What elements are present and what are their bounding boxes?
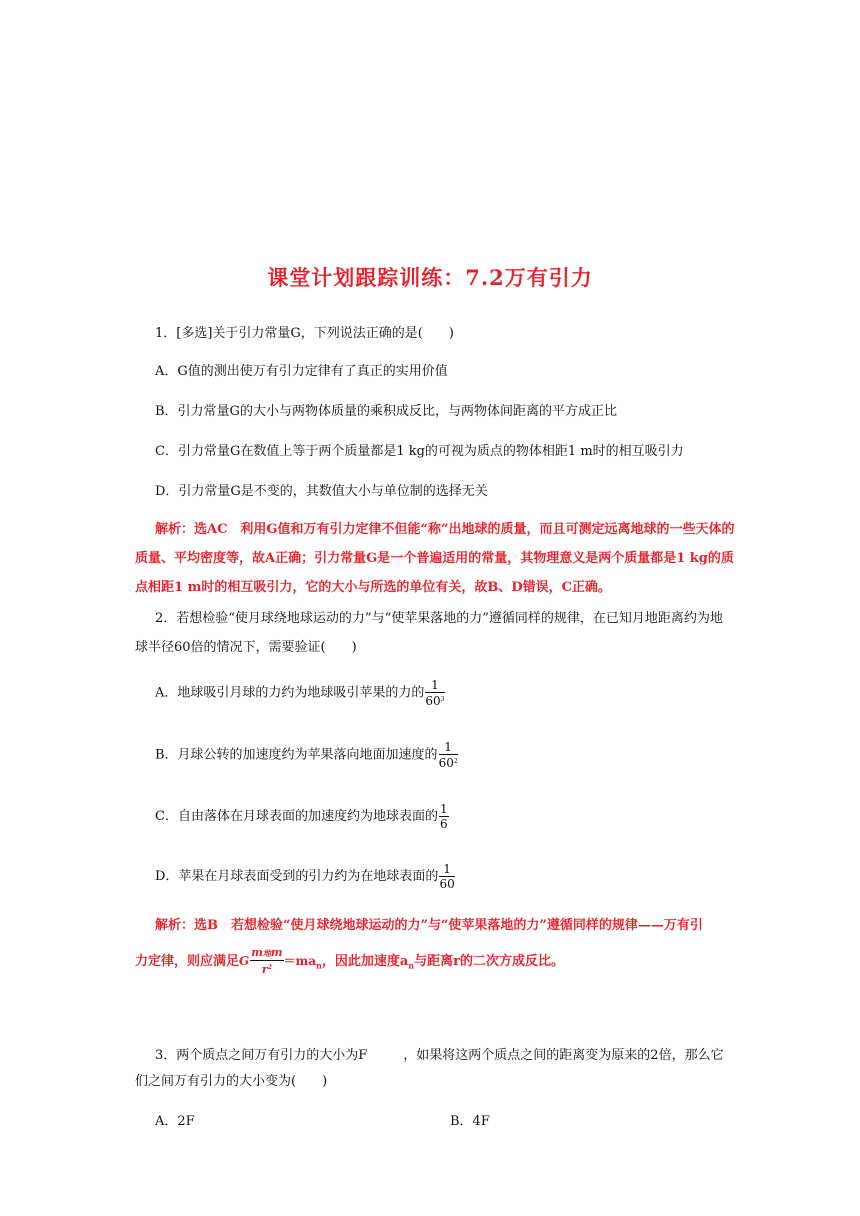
page-title: 课堂计划跟踪训练：7.2万有引力 (267, 265, 593, 290)
formula-fraction (250, 946, 283, 977)
q2-analysis-line1: 解析：选B 若想检验“使月球绕地球运动的力”与“使苹果落地的力”遵循同样的规律——万有引 (155, 918, 703, 933)
q1-option-c: C．引力常量G在数值上等于两个质量都是1 kg的可视为质点的物体相距1 m时的相互吸引力 (155, 444, 684, 459)
q2-analysis-text-c: 与距离r的二次方成反比。 (414, 954, 564, 969)
formula-r-exponent: 2 (267, 964, 272, 971)
q2-option-d-denominator: 60 (439, 877, 455, 891)
q2-option-b-numerator: 1 (439, 740, 458, 755)
q2-option-a-numerator: 1 (425, 678, 444, 693)
q1-analysis: 解析：选AC 利用G值和万有引力定律不但能“称”出地球的质量，而且可测定远离地球的一些天体的质量、平均密度等，故A正确；引力常量G是一个普遍适用的常量，其物理意义是两个质量都是1 kg的质点相距1 m时的相互吸引力，它的大小与所选的单位有关，故B、D错误，C正确。 (135, 522, 735, 595)
q2-option-c-denominator: 6 (439, 817, 448, 831)
q1-option-a: A．G值的测出使万有引力定律有了真正的实用价值 (155, 364, 448, 379)
q2-option-b-text: B．月球公转的加速度约为苹果落向地面加速度的 (155, 747, 438, 763)
q2-option-a (155, 678, 735, 708)
q2-option-c-text: C．自由落体在月球表面的加速度约为地球表面的 (155, 809, 438, 824)
q2-option-a-denominator: 60 (425, 694, 441, 708)
formula-rhs: ＝ma (283, 954, 317, 968)
q3-stem-text-a: 3．两个质点之间万有引力的大小为F (155, 1048, 368, 1063)
q2-analysis-sub-n: n (408, 960, 415, 971)
formula-sub-earth: 地 (262, 948, 271, 958)
formula-g: G (239, 954, 250, 968)
q2-option-b (155, 740, 735, 770)
q2-option-a-text: A．地球吸引月球的力约为地球吸引苹果的力的 (155, 685, 425, 701)
q2-option-b-fraction (439, 740, 458, 770)
q2-analysis-line2 (135, 946, 715, 977)
q3-stem-line1 (155, 1046, 735, 1066)
q2-option-c-numerator: 1 (439, 802, 448, 816)
q1-option-b: B．引力常量G的大小与两物体质量的乘积成反比，与两物体间距离的平方成正比 (155, 404, 617, 419)
q3-stem-line2: 们之间万有引力的大小变为( ) (135, 1074, 328, 1089)
q2-option-d (155, 862, 735, 891)
q2-option-a-exponent: 3 (440, 696, 445, 703)
q3-option-a: A．2F (155, 1114, 195, 1129)
q1-stem: 1．[多选]关于引力常量G，下列说法正确的是( ) (155, 326, 454, 341)
q2-option-a-fraction (425, 678, 444, 708)
q2-option-c-fraction (439, 802, 449, 831)
q3-stem-text-b: ，如果将这两个质点之间的距离变为原来的2倍，那么它 (403, 1048, 724, 1063)
q3-option-b: B．4F (450, 1114, 490, 1129)
q2-option-d-text: D．苹果在月球表面受到的引力约为在地球表面的 (155, 869, 439, 884)
q2-stem: 2．若想检验“使月球绕地球运动的力”与“使苹果落地的力”遵循同样的规律，在已知月地距离约为地球半径60倍的情况下，需要验证( ) (135, 611, 723, 655)
formula-rhs-sub: n (316, 960, 322, 971)
formula-m1: m (251, 946, 263, 959)
q2-option-b-denominator: 60 (438, 756, 454, 770)
q2-option-d-numerator: 1 (439, 862, 454, 877)
q2-analysis-formula (239, 946, 322, 977)
formula-r: r (261, 963, 268, 976)
q2-analysis-text-b: ，因此加速度a (321, 954, 409, 969)
q2-option-d-fraction (439, 862, 454, 891)
q2-analysis-text-a: 力定律，则应满足 (135, 954, 240, 969)
formula-m2: m (270, 946, 283, 959)
q1-option-d: D．引力常量G是不变的，其数值大小与单位制的选择无关 (155, 484, 488, 499)
q2-option-c (155, 802, 735, 831)
q2-option-b-exponent: 2 (453, 758, 458, 765)
